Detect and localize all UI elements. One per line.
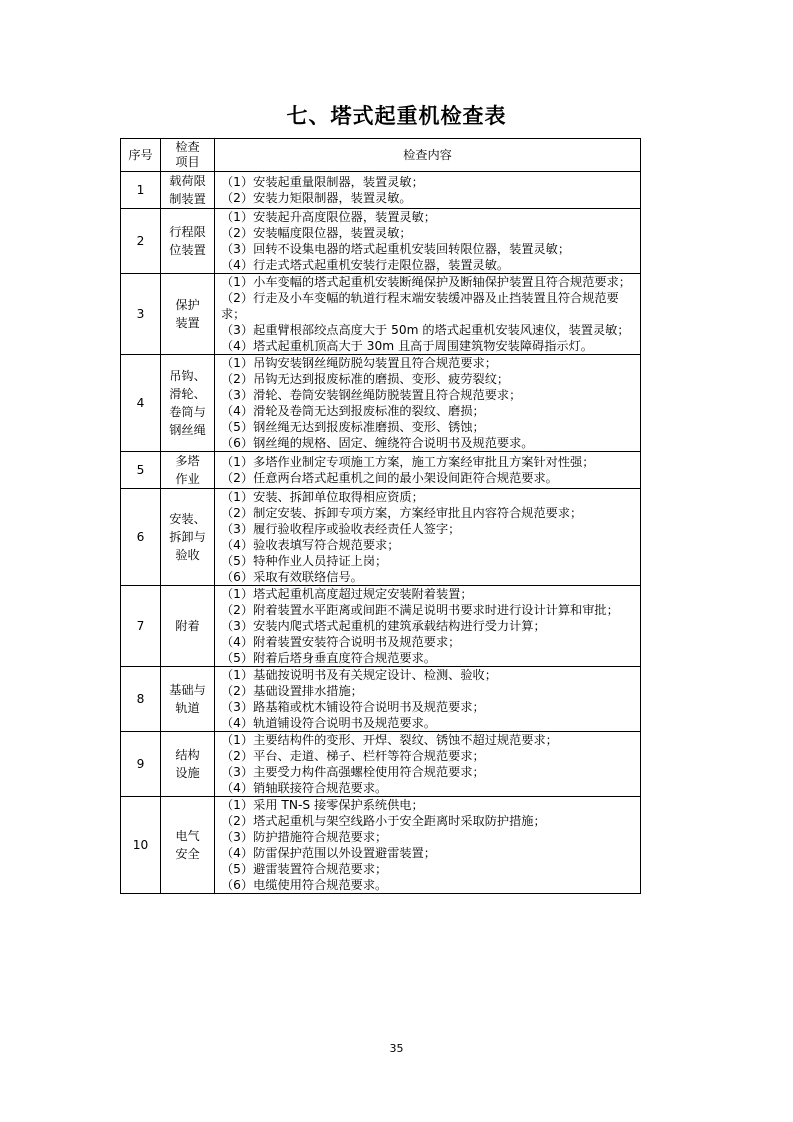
content-line: （1）主要结构件的变形、开焊、裂纹、锈蚀不超过规范要求； (221, 733, 558, 747)
content-line: （1）吊钩安装钢丝绳防脱勾装置且符合规范要求； (221, 356, 497, 370)
row-item-line: 作业 (175, 472, 200, 486)
row-content (215, 489, 641, 586)
table-row (121, 489, 641, 586)
row-seq: 10 (121, 797, 161, 894)
table-body (121, 172, 641, 894)
row-seq: 1 (121, 172, 161, 209)
table-row (121, 209, 641, 274)
content-line: （3）路基箱或枕木铺设符合说明书及规范要求； (221, 700, 485, 714)
table-header-row (121, 139, 641, 172)
content-line: （3）主要受力构件高强螺栓使用符合规范要求； (221, 765, 485, 779)
content-line: （4）附着装置安装符合说明书及规范要求； (221, 635, 461, 649)
row-content (215, 209, 641, 274)
row-item-line: 位装置 (169, 243, 206, 257)
table-row (121, 797, 641, 894)
row-seq: 9 (121, 732, 161, 797)
content-line: （4）行走式塔式起重机安装行走限位器，装置灵敏。 (221, 258, 510, 272)
table-row (121, 667, 641, 732)
row-seq: 6 (121, 489, 161, 586)
row-content (215, 732, 641, 797)
content-line: （3）防护措施符合规范要求； (221, 830, 388, 844)
row-item (161, 732, 215, 797)
row-item-line: 制装置 (169, 192, 206, 206)
content-line: （2）塔式起重机与架空线路小于安全距离时采取防护措施； (221, 814, 546, 828)
content-line: （6）钢丝绳的规格、固定、缠绕符合说明书及规范要求。 (221, 436, 534, 450)
row-item-line: 滑轮、 (169, 387, 206, 401)
content-line: （1）基础按说明书及有关规定设计、检测、验收； (221, 668, 497, 682)
row-item (161, 355, 215, 452)
content-line: （2）吊钩无达到报废标准的磨损、变形、疲劳裂纹； (221, 372, 510, 386)
content-line: （4）塔式起重机顶高大于 30m 且高于周围建筑物安装障碍指示灯。 (221, 339, 593, 353)
row-content (215, 172, 641, 209)
content-line: （5）特种作业人员持证上岗； (221, 554, 388, 568)
row-item-line: 多塔 (175, 454, 200, 468)
row-item-line: 拆卸与 (169, 530, 206, 544)
table-row (121, 732, 641, 797)
content-line: （3）安装内爬式塔式起重机的建筑承载结构进行受力计算； (221, 619, 546, 633)
content-line: （1）安装起升高度限位器，装置灵敏； (221, 210, 436, 224)
content-line: （2）安装力矩限制器，装置灵敏。 (221, 191, 412, 205)
row-content (215, 797, 641, 894)
row-item-line: 装置 (175, 316, 200, 330)
content-line: （2）任意两台塔式起重机之间的最小架设间距符合规范要求。 (221, 471, 558, 485)
content-line: （5）避雷装置符合规范要求； (221, 862, 388, 876)
content-line: （4）销轴联接符合规范要求。 (221, 781, 388, 795)
content-line: （4）滑轮及卷筒无达到报废标准的裂纹、磨损； (221, 404, 485, 418)
row-content (215, 274, 641, 355)
row-content (215, 355, 641, 452)
row-item (161, 586, 215, 667)
content-line: （1）塔式起重机高度超过规定安装附着装置； (221, 587, 473, 601)
content-line: （1）安装、拆卸单位取得相应资质； (221, 490, 424, 504)
content-line: （2）平台、走道、梯子、栏杆等符合规范要求； (221, 749, 485, 763)
content-line: （5）钢丝绳无达到报废标准磨损、变形、锈蚀； (221, 420, 485, 434)
row-content (215, 586, 641, 667)
row-item-line: 附着 (175, 619, 200, 633)
content-line: （4）防雷保护范围以外设置避雷装置； (221, 846, 436, 860)
row-item-line: 验收 (175, 548, 200, 562)
row-item-line: 安全 (175, 847, 200, 861)
row-seq: 7 (121, 586, 161, 667)
content-line: （2）附着装置水平距离或间距不满足说明书要求时进行设计计算和审批； (221, 603, 619, 617)
content-line: （4）验收表填写符合规范要求； (221, 538, 400, 552)
row-item-line: 结构 (175, 748, 200, 762)
table-row (121, 586, 641, 667)
page-number: 35 (389, 1042, 404, 1055)
page-title: 七、塔式起重机检查表 (286, 104, 507, 128)
row-item-line: 电气 (175, 829, 200, 843)
header-item-line1: 检查 (175, 140, 200, 154)
content-line: （1）采用 TN-S 接零保护系统供电； (221, 798, 424, 812)
row-item (161, 667, 215, 732)
content-line: （2）行走及小车变幅的轨道行程末端安装缓冲器及止挡装置且符合规范要求； (221, 291, 619, 321)
content-line: （3）履行验收程序或验收表经责任人签字； (221, 522, 461, 536)
row-item-line: 吊钩、 (169, 369, 206, 383)
header-seq: 序号 (121, 139, 161, 172)
row-item (161, 452, 215, 489)
row-item (161, 489, 215, 586)
row-item-line: 载荷限 (169, 174, 206, 188)
row-item (161, 209, 215, 274)
content-line: （3）滑轮、卷筒安装钢丝绳防脱装置且符合规范要求； (221, 388, 522, 402)
content-line: （3）起重臂根部绞点高度大于 50m 的塔式起重机安装风速仪，装置灵敏； (221, 323, 630, 337)
row-item-line: 安装、 (169, 512, 206, 526)
row-seq: 5 (121, 452, 161, 489)
header-item-line2: 项目 (175, 155, 200, 169)
row-content (215, 667, 641, 732)
row-item-line: 保护 (175, 298, 200, 312)
content-line: （1）小车变幅的塔式起重机安装断绳保护及断轴保护装置且符合规范要求； (221, 275, 631, 289)
content-line: （6）电缆使用符合规范要求。 (221, 878, 388, 892)
content-line: （1）多塔作业制定专项施工方案，施工方案经审批且方案针对性强； (221, 455, 595, 469)
content-line: （6）采取有效联络信号。 (221, 570, 363, 584)
row-item (161, 172, 215, 209)
table-row (121, 452, 641, 489)
content-line: （2）制定安装、拆卸专项方案，方案经审批且内容符合规范要求； (221, 506, 583, 520)
row-content (215, 452, 641, 489)
row-seq: 8 (121, 667, 161, 732)
content-line: （5）附着后塔身垂直度符合规范要求。 (221, 651, 436, 665)
header-item (161, 139, 215, 172)
inspection-table (120, 138, 641, 894)
row-item (161, 797, 215, 894)
row-item-line: 钢丝绳 (169, 423, 206, 437)
row-item (161, 274, 215, 355)
content-line: （2）安装幅度限位器，装置灵敏； (221, 226, 412, 240)
row-seq: 3 (121, 274, 161, 355)
table-row (121, 274, 641, 355)
table-row (121, 355, 641, 452)
content-line: （4）轨道铺设符合说明书及规范要求。 (221, 716, 436, 730)
content-line: （1）安装起重量限制器，装置灵敏； (221, 175, 424, 189)
content-line: （2）基础设置排水措施； (221, 684, 363, 698)
row-item-line: 设施 (175, 766, 200, 780)
row-seq: 2 (121, 209, 161, 274)
content-line: （3）回转不设集电器的塔式起重机安装回转限位器，装置灵敏； (221, 242, 571, 256)
row-item-line: 行程限 (169, 225, 206, 239)
row-item-line: 轨道 (175, 701, 200, 715)
row-seq: 4 (121, 355, 161, 452)
row-item-line: 基础与 (169, 683, 206, 697)
header-content: 检查内容 (215, 139, 641, 172)
row-item-line: 卷筒与 (169, 405, 206, 419)
table-row (121, 172, 641, 209)
